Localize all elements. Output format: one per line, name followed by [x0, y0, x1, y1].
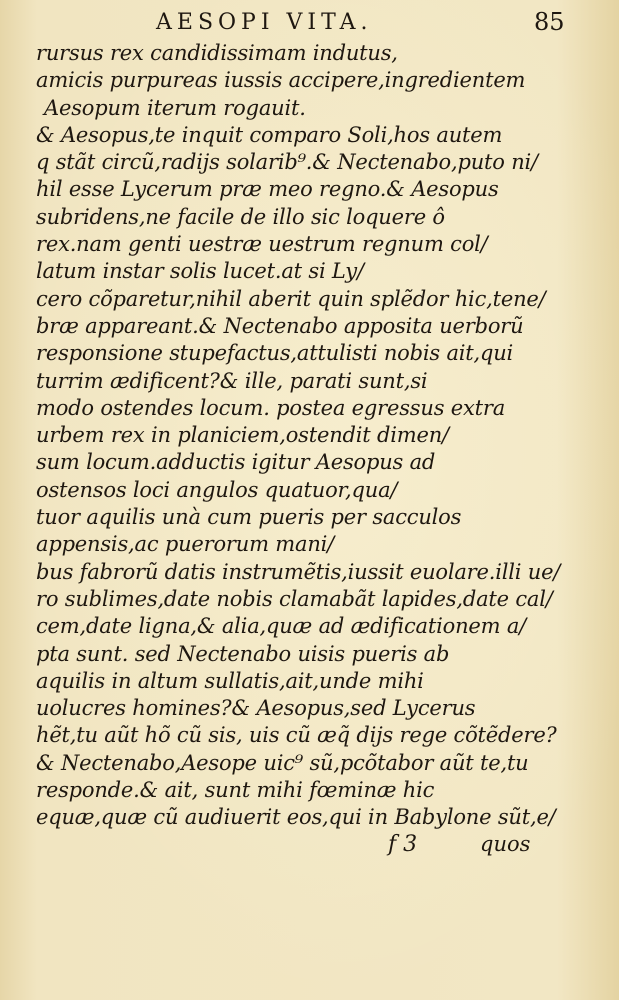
body-text [36, 40, 561, 832]
text-line: aquilis in altum sullatis,ait,unde mihi [36, 668, 424, 693]
text-line: appensis,ac puerorum mani/ [36, 532, 335, 557]
text-line: ostensos loci angulos quatuor,qua/ [36, 477, 398, 502]
text-line: Aesopum iterum rogauit. [44, 95, 306, 120]
text-line: ro sublimes,date nobis clamabãt lapides,date cal/ [36, 586, 553, 611]
text-line: subridens,ne facile de illo sic loquere ô [36, 204, 445, 229]
text-line: sum locum.adductis igitur Aesopus ad [36, 450, 436, 475]
text-line: & Aesopus,te inquit comparo Soli,hos autem [36, 122, 503, 147]
text-line: uolucres homines?& Aesopus,sed Lycerus [36, 696, 476, 721]
text-line: q stãt circũ,radijs solarib⁹.& Nectenabo,puto ni/ [36, 150, 538, 175]
signature-mark: f 3 [388, 832, 418, 857]
text-line: latum instar solis lucet.at si Ly/ [36, 259, 364, 284]
text-line: modo ostendes locum. postea egressus extra [36, 395, 506, 420]
text-line: bræ appareant.& Nectenabo apposita uerborũ [36, 313, 524, 338]
text-line: equæ,quæ cũ audiuerit eos,qui in Babylone sũt,e/ [36, 805, 556, 830]
page-footer [0, 832, 619, 862]
running-head [0, 6, 619, 40]
text-line: responde.& ait, sunt mihi fœminæ hic [36, 778, 435, 803]
text-line: cem,date ligna,& alia,quæ ad ædificationem a/ [36, 614, 527, 639]
catchword: quos [480, 832, 531, 856]
text-line: hil esse Lycerum præ meo regno.& Aesopus [36, 177, 499, 202]
page-number: 85 [534, 8, 565, 36]
text-line: rex.nam genti uestræ uestrum regnum col/ [36, 232, 488, 257]
text-line: hẽt,tu aũt hõ cũ sis, uis cũ æq̃ dijs rege cõtẽdere? [36, 723, 557, 748]
text-line: responsione stupefactus,attulisti nobis ait,qui [36, 341, 514, 366]
text-line: urbem rex in planiciem,ostendit dimen/ [36, 423, 449, 448]
text-line: turrim ædificent?& ille, parati sunt,si [36, 368, 428, 393]
text-line: tuor aquilis unà cum pueris per sacculos [36, 505, 462, 530]
text-line: amicis purpureas iussis accipere,ingredientem [36, 68, 526, 93]
text-line: rursus rex candidissimam indutus, [36, 41, 398, 65]
text-line: cero cõparetur,nihil aberit quin splẽdor hic,tene/ [36, 286, 546, 311]
text-line: pta sunt. sed Nectenabo uisis pueris ab [36, 641, 450, 666]
text-line: & Nectenabo,Aesope uic⁹ sũ,pcõtabor aũt te,tu [36, 750, 529, 775]
running-title: AESOPI VITA. [156, 10, 373, 35]
text-line: bus fabrorũ datis instrumẽtis,iussit euolare.illi ue/ [36, 559, 561, 584]
